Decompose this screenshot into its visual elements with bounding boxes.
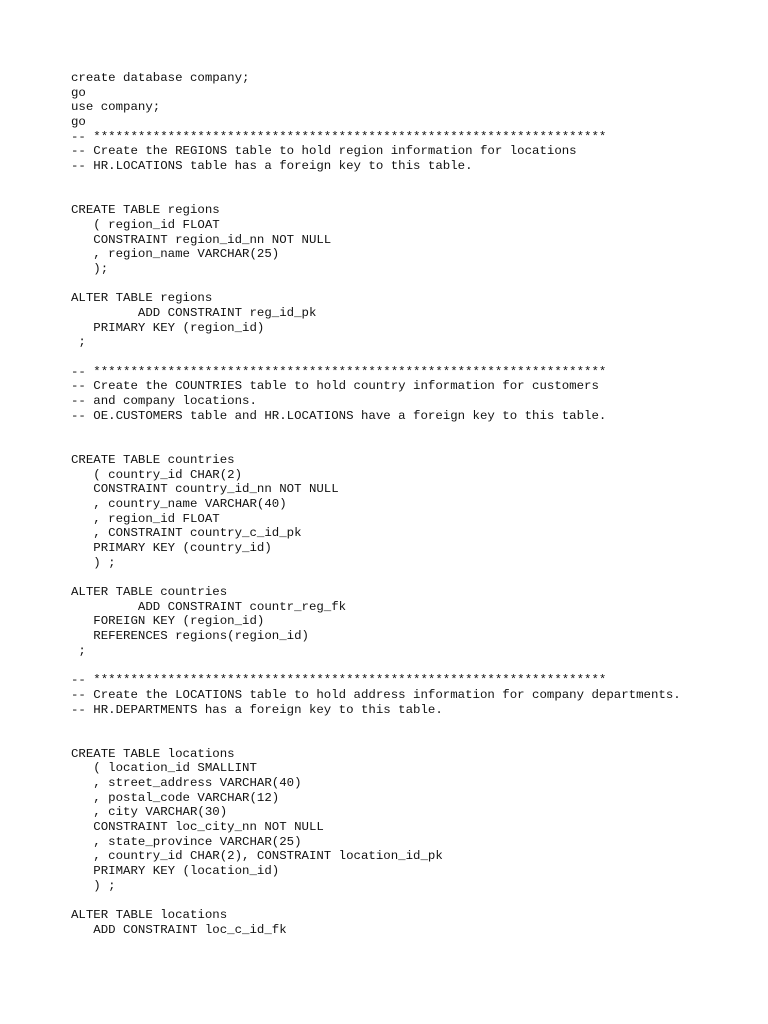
code-line: ( location_id SMALLINT: [71, 761, 257, 776]
code-line: , region_id FLOAT: [71, 511, 220, 526]
code-line: [71, 350, 681, 365]
code-line: FOREIGN KEY (region_id): [71, 614, 265, 629]
code-line: , country_id CHAR(2), CONSTRAINT location_id_pk: [71, 849, 443, 864]
code-line: [71, 424, 681, 439]
code-line: -- HR.DEPARTMENTS has a foreign key to this table.: [71, 702, 443, 717]
code-line: PRIMARY KEY (region_id): [71, 320, 265, 335]
code-line: , city VARCHAR(30): [71, 805, 228, 820]
code-line: CREATE TABLE countries: [71, 452, 235, 467]
code-line: -- OE.CUSTOMERS table and HR.LOCATIONS have a foreign key to this table.: [71, 408, 607, 423]
code-line: create database company;: [71, 71, 250, 85]
code-line: , region_name VARCHAR(25): [71, 247, 280, 262]
code-line: -- Create the COUNTRIES table to hold country information for customers: [71, 379, 599, 394]
code-line: PRIMARY KEY (location_id): [71, 864, 280, 879]
code-line: ALTER TABLE locations: [71, 908, 228, 923]
code-line: use company;: [71, 100, 161, 115]
code-line: , state_province VARCHAR(25): [71, 834, 302, 849]
code-line: [71, 174, 681, 189]
code-line: [71, 570, 681, 585]
code-line: PRIMARY KEY (country_id): [71, 541, 272, 555]
code-line: ;: [71, 335, 86, 350]
code-line: ADD CONSTRAINT countr_reg_fk: [71, 599, 347, 614]
code-line: , postal_code VARCHAR(12): [71, 790, 280, 805]
code-line: -- *********************************************************************: [71, 673, 607, 688]
code-line: CREATE TABLE regions: [71, 203, 220, 218]
code-line: [71, 438, 681, 453]
code-line: -- HR.LOCATIONS table has a foreign key to this table.: [71, 159, 473, 174]
code-line: , street_address VARCHAR(40): [71, 776, 302, 790]
code-line: ALTER TABLE regions: [71, 291, 213, 306]
code-line: CREATE TABLE locations: [71, 746, 235, 761]
code-line: ;: [71, 643, 86, 658]
code-line: , CONSTRAINT country_c_id_pk: [71, 526, 302, 541]
code-line: ALTER TABLE countries: [71, 585, 228, 600]
code-line: [71, 732, 681, 747]
code-line: REFERENCES regions(region_id): [71, 629, 309, 644]
code-line: ( region_id FLOAT: [71, 217, 220, 232]
code-line: ) ;: [71, 555, 116, 570]
code-line: [71, 277, 681, 292]
code-line: CONSTRAINT loc_city_nn NOT NULL: [71, 820, 324, 835]
code-line: CONSTRAINT region_id_nn NOT NULL: [71, 232, 332, 247]
code-line: ) ;: [71, 878, 116, 893]
code-line: [71, 717, 681, 732]
code-line: -- Create the LOCATIONS table to hold address information for company departments.: [71, 687, 681, 702]
code-line: ( country_id CHAR(2): [71, 467, 243, 482]
code-line: [71, 894, 681, 909]
code-line: go: [71, 85, 86, 100]
code-line: -- and company locations.: [71, 394, 257, 409]
code-line: [71, 189, 681, 204]
code-line: ADD CONSTRAINT loc_c_id_fk: [71, 922, 287, 937]
code-line: go: [71, 115, 86, 130]
code-line: -- Create the REGIONS table to hold region information for locations: [71, 144, 577, 159]
code-line: -- *********************************************************************: [71, 129, 607, 144]
code-line: , country_name VARCHAR(40): [71, 496, 287, 511]
sql-script-text: [71, 71, 681, 938]
code-line: ADD CONSTRAINT reg_id_pk: [71, 306, 317, 320]
code-line: CONSTRAINT country_id_nn NOT NULL: [71, 482, 339, 497]
code-line: -- *********************************************************************: [71, 364, 607, 379]
code-line: );: [71, 261, 109, 276]
code-line: [71, 659, 681, 674]
